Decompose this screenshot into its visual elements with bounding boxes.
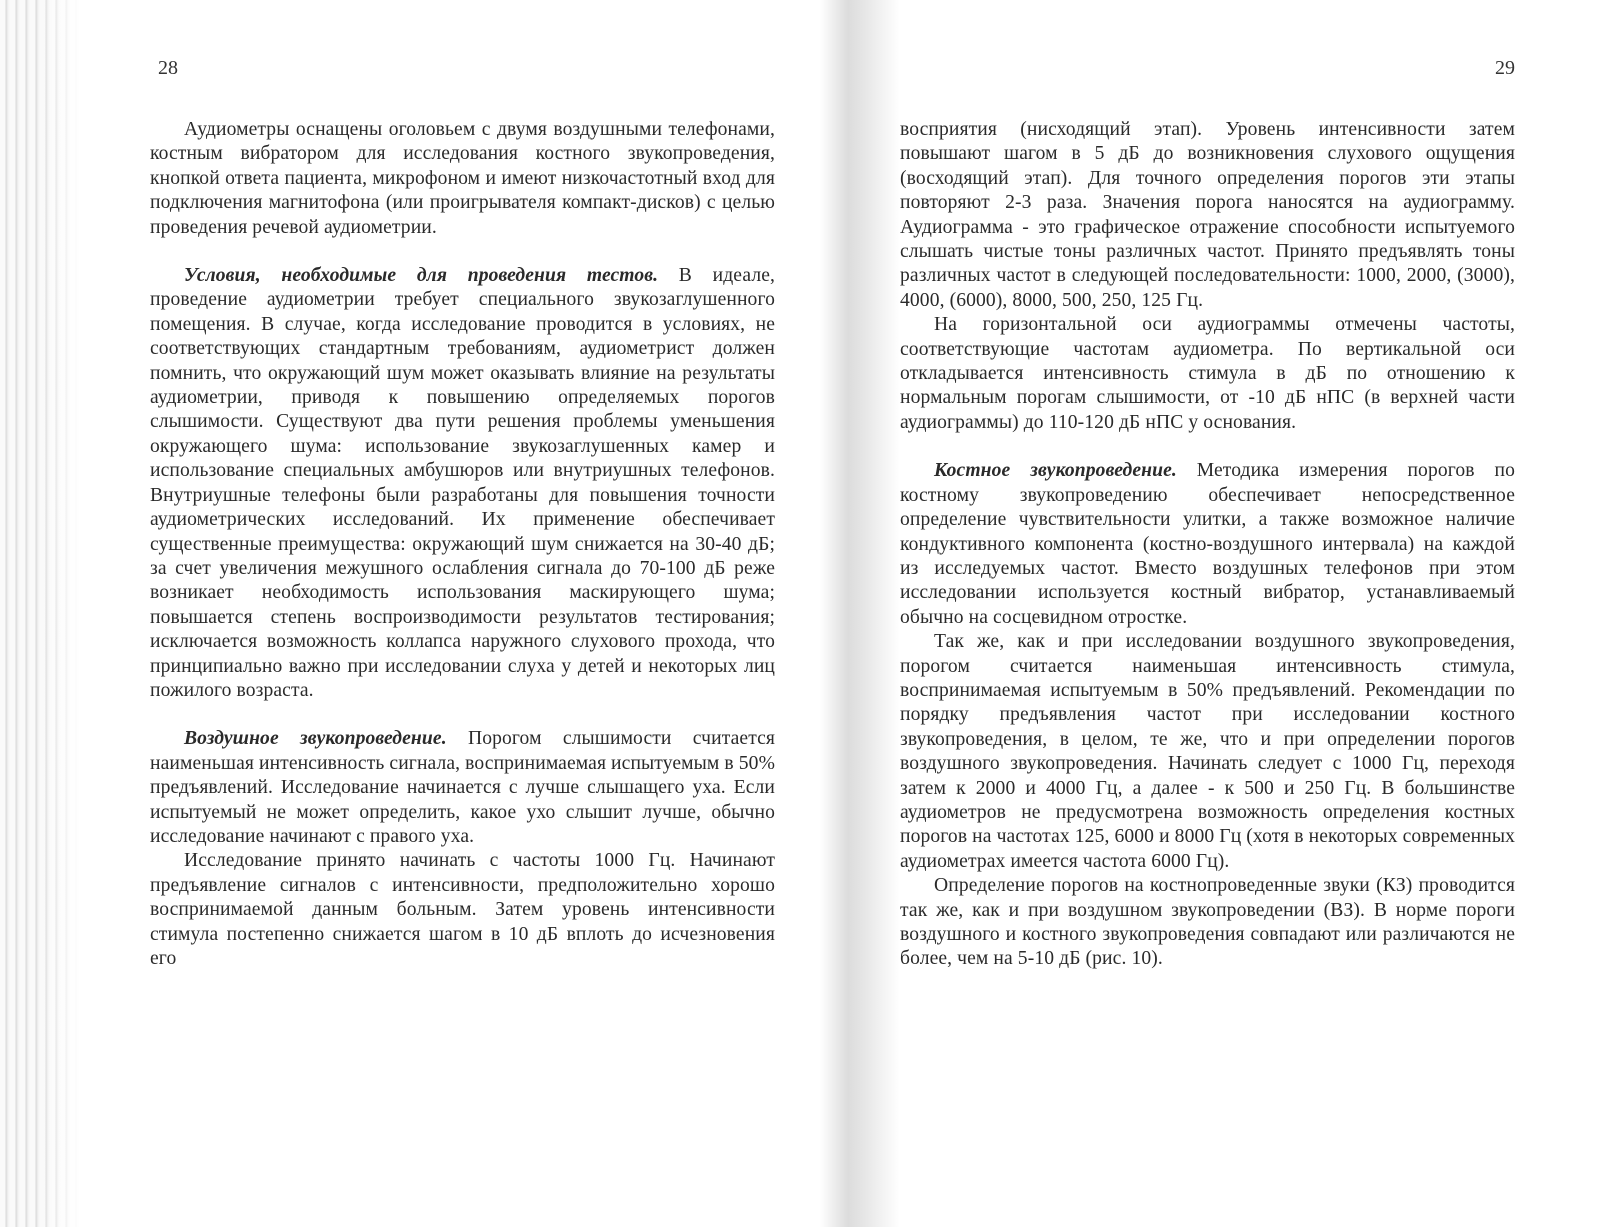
right-page xyxy=(900,0,1515,1227)
paragraph-text: В идеале, проведение аудиометрии требует специального звукозаглушенного помещения. В случае, когда исследование проводится в условиях, не соответствующих стандартным требованиям, аудиометрист должен помнить, что окружающий шум может оказывать влияние на результаты аудиометрии, приводя к повышению определяемых порогов слышимости. Существуют два пути решения проблемы уменьшения окружающего шума: использование звукозаглушенных камер и использование специальных амбушюров или внутриушных телефонов. Внутриушные телефоны были разработаны для повышения точности аудиометрических исследований. Их применение обеспечивает существенные преимущества: окружающий шум снижается на 30-40 дБ; за счет увеличения межушного ослабления сигнала до 70-100 дБ реже возникает необходимость использования маскирующего шума; повышается степень воспроизводимости результатов тестирования; исключается возможность коллапса наружного слухового прохода, что принципиально важно при исследовании слуха у детей и некоторых лиц пожилого возраста. xyxy=(150,265,775,701)
paragraph: восприятия (нисходящий этап). Уровень интенсивности затем повышают шагом в 5 дБ до возникновения слухового ощущения (восходящий этап). Для точного определения порогов эти этапы повторяют 2-3 раза. Значения порога наносятся на аудиограмму. Аудиограмма - это графическое отражение способности испытуемого слышать чистые тоны различных частот. Принято предъявлять тоны различных частот в следующей последовательности: 1000, 2000, (3000), 4000, (6000), 8000, 500, 250, 125 Гц. xyxy=(900,119,1515,311)
section-heading: Условия, необходимые для проведения тестов. xyxy=(184,265,659,287)
paragraph-text: Методика измерения порогов по костному звукопроведению обеспечивает непосредственное определение чувствительности улитки, а также возможное наличие кондуктивного компонента (костно-воздушного интервала) на каждой из исследуемых частот. Вместо воздушных телефонов при этом исследовании используется костный вибратор, устанавливаемый обычно на сосцевидном отростке. xyxy=(900,460,1515,628)
page-number: 28 xyxy=(158,57,178,79)
page-number: 29 xyxy=(1495,57,1515,79)
paragraph: Исследование принято начинать с частоты 1000 Гц. Начинают предъявление сигналов с интенсивности, предположительно хорошо воспринимаемой данным больным. Затем уровень интенсивности стимула постепенно снижается шагом в 10 дБ вплоть до исчезновения его xyxy=(150,850,775,969)
section-heading: Костное звукопроведение. xyxy=(934,460,1177,482)
paragraph xyxy=(150,264,775,703)
page-edge-stack xyxy=(0,0,80,1227)
book-gutter xyxy=(820,0,900,1227)
paragraph: На горизонтальной оси аудиограммы отмечены частоты, соответствующие частотам аудиометра. По вертикальной оси откладывается интенсивность стимула в дБ по отношению к нормальным порогам слышимости, от -10 дБ нПС (в верхней части аудиограммы) до 110-120 дБ нПС у основания. xyxy=(900,314,1515,433)
page-body xyxy=(150,118,775,971)
left-page xyxy=(150,0,775,1227)
paragraph xyxy=(900,459,1515,630)
paragraph: Так же, как и при исследовании воздушного звукопроведения, порогом считается наименьшая интенсивность стимула, воспринимаемая испытуемым в 50% предъявлений. Рекомендации по порядку предъявления частот при исследовании костного звукопроведения, в целом, те же, что и при определении порогов воздушного звукопроведения. Начинать следует с 1000 Гц, переходя затем к 2000 и 4000 Гц, а далее - к 500 и 250 Гц. В большинстве аудиометров не предусмотрена возможность определения костных порогов на частотах 125, 6000 и 8000 Гц (хотя в некоторых современных аудиометрах имеется частота 6000 Гц). xyxy=(900,631,1515,872)
paragraph: Аудиометры оснащены оголовьем с двумя воздушными телефонами, костным вибратором для исследования костного звукопроведения, кнопкой ответа пациента, микрофоном и имеют низкочастотный вход для подключения магнитофона (или проигрывателя компакт-дисков) с целью проведения речевой аудиометрии. xyxy=(150,119,775,238)
paragraph xyxy=(150,727,775,849)
page-body xyxy=(900,118,1515,972)
paragraph: Определение порогов на костнопроведенные звуки (КЗ) проводится так же, как и при воздушном звукопроведении (ВЗ). В норме пороги воздушного и костного звукопроведения совпадают или различаются не более, чем на 5-10 дБ (рис. 10). xyxy=(900,875,1515,970)
paragraph-text: Порогом слышимости считается наименьшая интенсивность сигнала, воспринимаемая испытуемым в 50% предъявлений. Исследование начинается с лучше слышащего уха. Если испытуемый не может определить, какое ухо слышит лучше, обычно исследование начинают с правого уха. xyxy=(150,728,776,847)
section-heading: Воздушное звукопроведение. xyxy=(184,728,447,750)
